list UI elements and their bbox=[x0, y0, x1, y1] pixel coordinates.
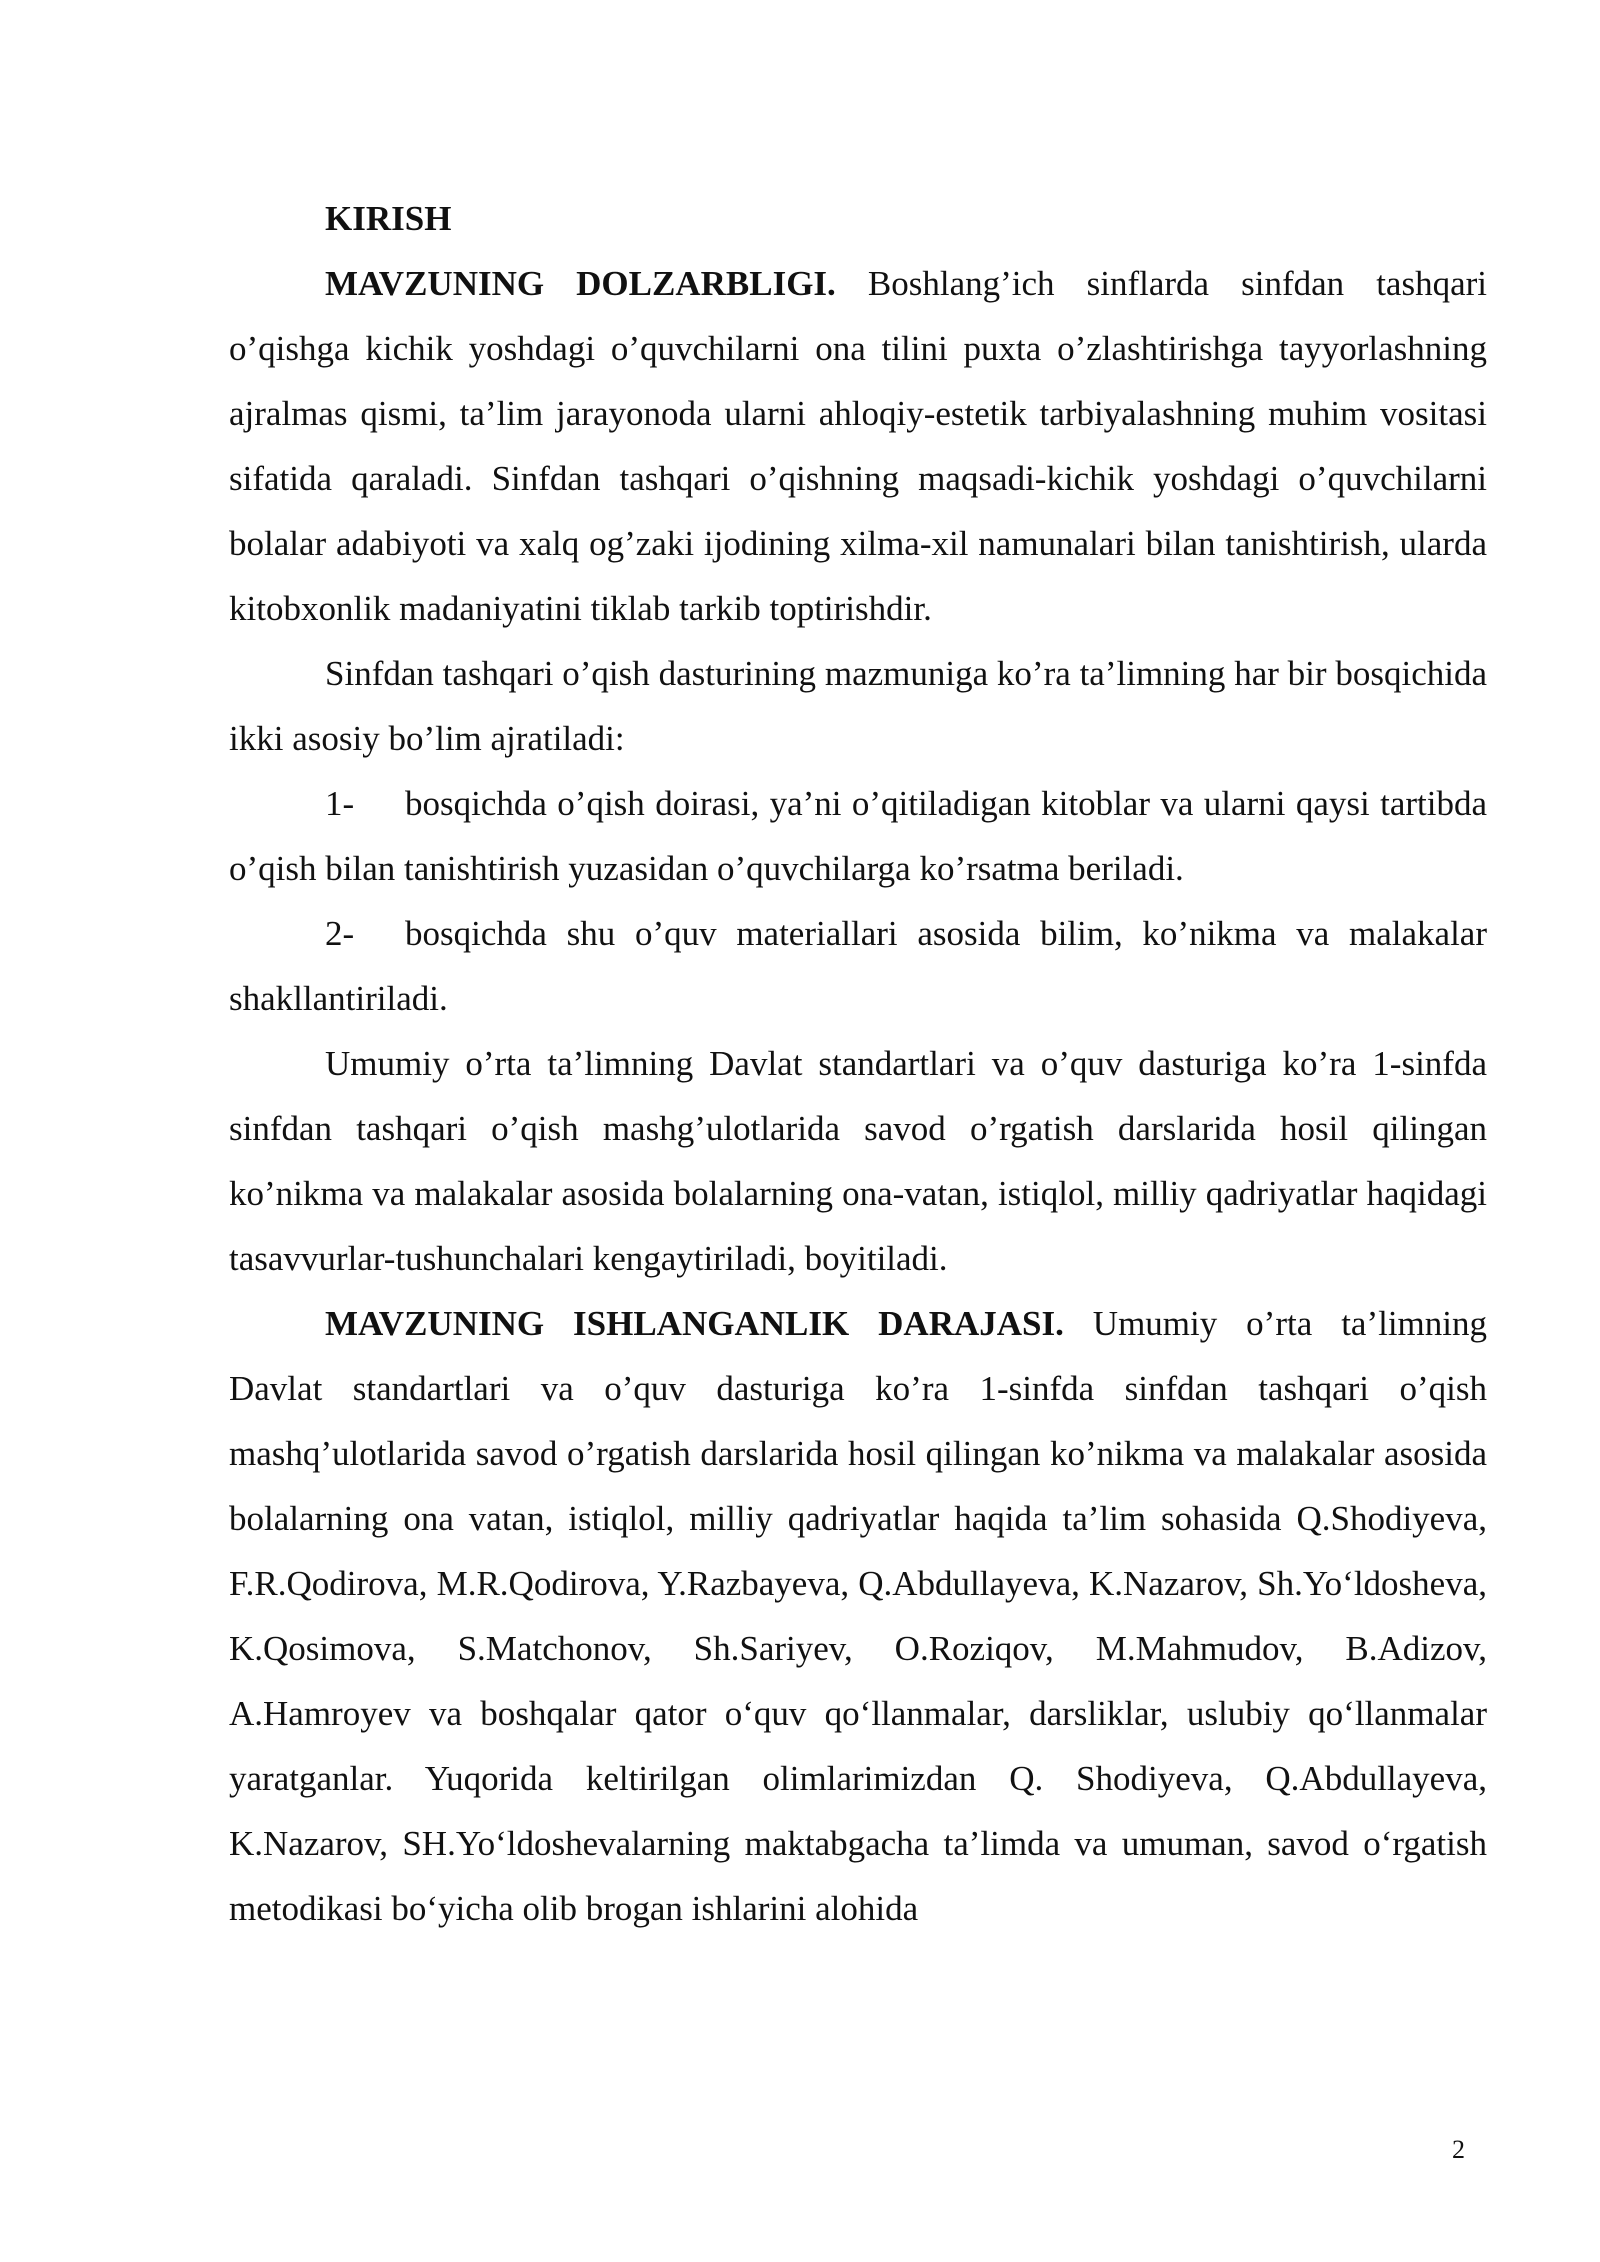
research-text: Umumiy o’rta ta’limning Davlat standartlari va o’quv dasturiga ko’ra 1-sinfda sinfdan tashqari o’qish mashq’ulotlarida savod o’rgatish darslarida hosil qilingan ko’nikma va malakalar asosida bolalarning ona vatan, istiqlol, milliy qadriyatlar haqida ta’lim sohasida Q.Shodiyeva, F.R.Qodirova, M.R.Qodirova, Y.Razbayeva, Q.Abdullayeva, K.Nazarov, Sh.Yo‘ldosheva, K.Qosimova, S.Matchonov, Sh.Sariyev, O.Roziqov, M.Mahmudov, B.Adizov, A.Hamroyev va boshqalar qator o‘quv qo‘llanmalar, darsliklar, uslubiy qo‘llanmalar yaratganlar. Yuqorida keltirilgan olimlarimizdan Q. Shodiyeva, Q.Abdullayeva, K.Nazarov, SH.Yo‘ldoshevalarning maktabgacha ta’limda va umuman, savod o‘rgatish metodikasi bo‘yicha olib brogan ishlarini alohida bbox=[229, 1304, 1487, 1928]
list-item-1 bbox=[229, 771, 1487, 901]
research-paragraph bbox=[229, 1291, 1487, 1941]
relevance-paragraph bbox=[229, 251, 1487, 641]
program-paragraph: Sinfdan tashqari o’qish dasturining mazmuniga ko’ra ta’limning har bir bosqichida ikki asosiy bo’lim ajratiladi: bbox=[229, 654, 1487, 758]
research-lead: MAVZUNING ISHLANGANLIK DARAJASI. bbox=[325, 1304, 1064, 1343]
standards-paragraph: Umumiy o’rta ta’limning Davlat standartlari va o’quv dasturiga ko’ra 1-sinfda sinfdan tashqari o’qish mashg’ulotlarida savod o’rgatish darslarida hosil qilingan ko’nikma va malakalar asosida bolalarning ona-vatan, istiqlol, milliy qadriyatlar haqidagi tasavvurlar-tushunchalari kengaytiriladi, boyitiladi. bbox=[229, 1044, 1487, 1278]
page-number: 2 bbox=[1452, 2135, 1465, 2164]
list-item-text: bosqichda o’qish doirasi, ya’ni o’qitiladigan kitoblar va ularni qaysi tartibda o’qish bilan tanishtirish yuzasidan o’quvchilarga ko’rsatma beriladi. bbox=[229, 784, 1487, 888]
list-item-number: 1- bbox=[325, 784, 355, 823]
list-item-text: bosqichda shu o’quv materiallari asosida bilim, ko’nikma va malakalar shakllantiriladi. bbox=[229, 914, 1487, 1018]
section-title: KIRISH bbox=[325, 199, 452, 238]
document-page bbox=[229, 186, 1487, 1941]
list-item-number: 2- bbox=[325, 914, 355, 953]
relevance-text: Boshlang’ich sinflarda sinfdan tashqari o’qishga kichik yoshdagi o’quvchilarni ona tilini puxta o’zlashtirishga tayyorlashning ajralmas qismi, ta’lim jarayonoda ularni ahloqiy-estetik tarbiyalashning muhim vositasi sifatida qaraladi. Sinfdan tashqari o’qishning maqsadi-kichik yoshdagi o’quvchilarni bolalar adabiyoti va xalq og’zaki ijodining xilma-xil namunalari bilan tanishtirish, ularda kitobxonlik madaniyatini tiklab tarkib toptirishdir. bbox=[229, 264, 1488, 628]
relevance-lead: MAVZUNING DOLZARBLIGI. bbox=[325, 264, 836, 303]
list-item-2 bbox=[229, 901, 1487, 1031]
